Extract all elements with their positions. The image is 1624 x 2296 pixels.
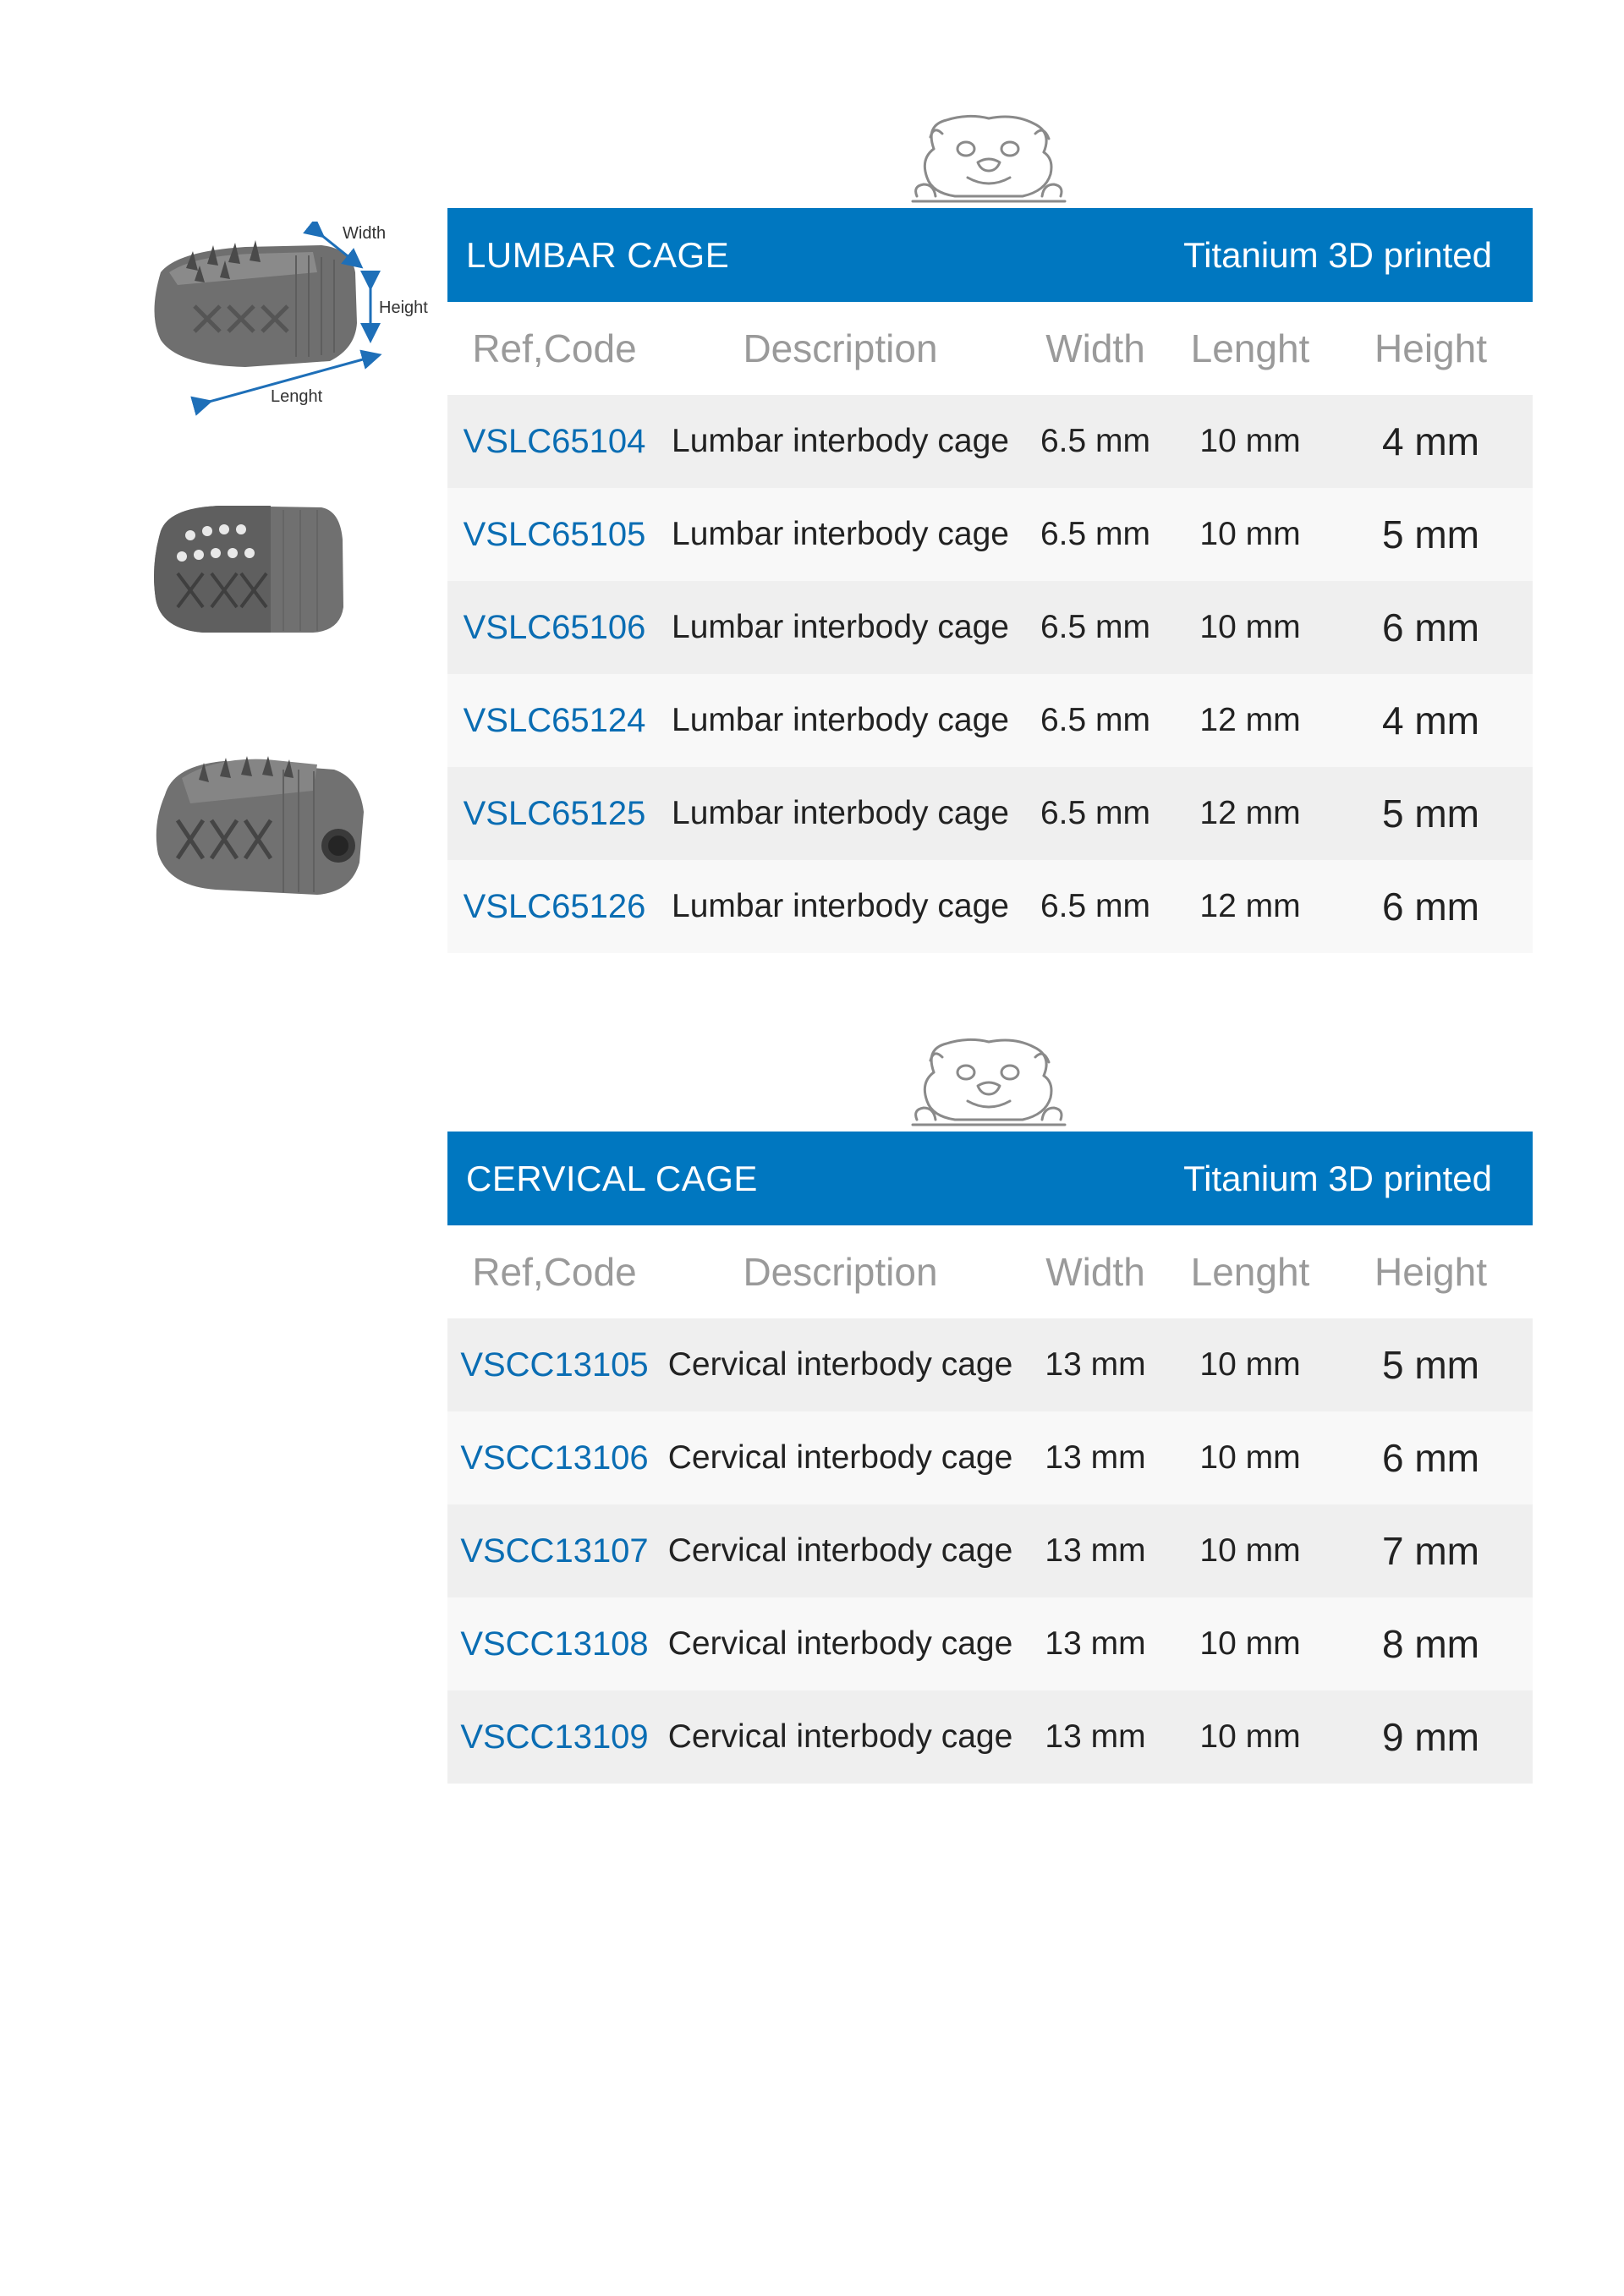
description: Cervical interbody cage [661, 1690, 1019, 1784]
column-header-ref-code: Ref,Code [447, 302, 661, 395]
description: Lumbar interbody cage [661, 860, 1019, 953]
width-value: 13 mm [1019, 1690, 1171, 1784]
description: Lumbar interbody cage [661, 581, 1019, 674]
lumbar-subtitle: Titanium 3D printed [1183, 234, 1492, 275]
height-value: 6 mm [1329, 1411, 1533, 1504]
table-row [447, 1690, 1533, 1784]
width-value: 6.5 mm [1019, 488, 1171, 581]
lumbar-cage-angled-image [148, 744, 376, 905]
table-row [447, 488, 1533, 581]
column-header-height: Height [1329, 302, 1533, 395]
column-header-width: Width [1019, 1225, 1171, 1318]
description: Lumbar interbody cage [661, 488, 1019, 581]
width-value: 13 mm [1019, 1318, 1171, 1411]
cervical-header-bar [447, 1132, 1533, 1225]
column-header-description: Description [661, 302, 1019, 395]
bulldog-mascot-logo [908, 108, 1069, 208]
table-row [447, 767, 1533, 860]
length-value: 10 mm [1171, 581, 1329, 674]
description: Cervical interbody cage [661, 1504, 1019, 1597]
ref-code: VSLC65126 [447, 860, 661, 953]
height-value: 6 mm [1329, 860, 1533, 953]
height-value: 4 mm [1329, 395, 1533, 488]
length-value: 10 mm [1171, 1318, 1329, 1411]
column-header-height: Height [1329, 1225, 1533, 1318]
width-value: 6.5 mm [1019, 581, 1171, 674]
height-value: 6 mm [1329, 581, 1533, 674]
column-header-length: Lenght [1171, 302, 1329, 395]
cervical-cage-section [447, 1032, 1533, 1784]
height-value: 5 mm [1329, 767, 1533, 860]
table-row [447, 674, 1533, 767]
width-value: 13 mm [1019, 1597, 1171, 1690]
ref-code: VSCC13107 [447, 1504, 661, 1597]
lumbar-cage-section [447, 108, 1533, 953]
ref-code: VSLC65106 [447, 581, 661, 674]
ref-code: VSCC13108 [447, 1597, 661, 1690]
table-row [447, 1411, 1533, 1504]
table-row [447, 395, 1533, 488]
length-value: 10 mm [1171, 1690, 1329, 1784]
length-value: 10 mm [1171, 1597, 1329, 1690]
column-header-description: Description [661, 1225, 1019, 1318]
height-value: 7 mm [1329, 1504, 1533, 1597]
ref-code: VSCC13109 [447, 1690, 661, 1784]
length-value: 12 mm [1171, 674, 1329, 767]
table-row [447, 1504, 1533, 1597]
table-row [447, 581, 1533, 674]
ref-code: VSLC65125 [447, 767, 661, 860]
height-value: 9 mm [1329, 1690, 1533, 1784]
cervical-table [447, 1225, 1533, 1784]
description: Cervical interbody cage [661, 1318, 1019, 1411]
column-header-ref-code: Ref,Code [447, 1225, 661, 1318]
length-value: 10 mm [1171, 395, 1329, 488]
ref-code: VSLC65104 [447, 395, 661, 488]
description: Lumbar interbody cage [661, 674, 1019, 767]
table-row [447, 1318, 1533, 1411]
width-value: 6.5 mm [1019, 767, 1171, 860]
ref-code: VSLC65124 [447, 674, 661, 767]
ref-code: VSCC13105 [447, 1318, 661, 1411]
table-row [447, 1597, 1533, 1690]
description: Cervical interbody cage [661, 1597, 1019, 1690]
height-dimension-label: Height [379, 299, 428, 317]
height-value: 8 mm [1329, 1597, 1533, 1690]
width-value: 13 mm [1019, 1504, 1171, 1597]
lumbar-cage-side-image [144, 497, 355, 641]
width-value: 6.5 mm [1019, 860, 1171, 953]
cervical-table-header [447, 1225, 1533, 1318]
lumbar-cage-dimension-image [144, 222, 436, 416]
lumbar-table [447, 302, 1533, 953]
column-header-width: Width [1019, 302, 1171, 395]
lumbar-title: LUMBAR CAGE [466, 234, 730, 275]
column-header-length: Lenght [1171, 1225, 1329, 1318]
lumbar-table-header [447, 302, 1533, 395]
description: Cervical interbody cage [661, 1411, 1019, 1504]
description: Lumbar interbody cage [661, 395, 1019, 488]
length-dimension-label: Lenght [271, 387, 323, 406]
bulldog-mascot-logo [908, 1032, 1069, 1132]
ref-code: VSLC65105 [447, 488, 661, 581]
height-value: 5 mm [1329, 1318, 1533, 1411]
length-value: 12 mm [1171, 860, 1329, 953]
length-value: 10 mm [1171, 488, 1329, 581]
height-value: 5 mm [1329, 488, 1533, 581]
width-dimension-label: Width [343, 224, 387, 243]
length-value: 10 mm [1171, 1411, 1329, 1504]
width-value: 13 mm [1019, 1411, 1171, 1504]
description: Lumbar interbody cage [661, 767, 1019, 860]
lumbar-header-bar [447, 208, 1533, 302]
width-value: 6.5 mm [1019, 674, 1171, 767]
height-value: 4 mm [1329, 674, 1533, 767]
length-value: 12 mm [1171, 767, 1329, 860]
cervical-title: CERVICAL CAGE [466, 1158, 758, 1198]
width-value: 6.5 mm [1019, 395, 1171, 488]
length-value: 10 mm [1171, 1504, 1329, 1597]
ref-code: VSCC13106 [447, 1411, 661, 1504]
table-row [447, 860, 1533, 953]
cervical-subtitle: Titanium 3D printed [1183, 1158, 1492, 1198]
